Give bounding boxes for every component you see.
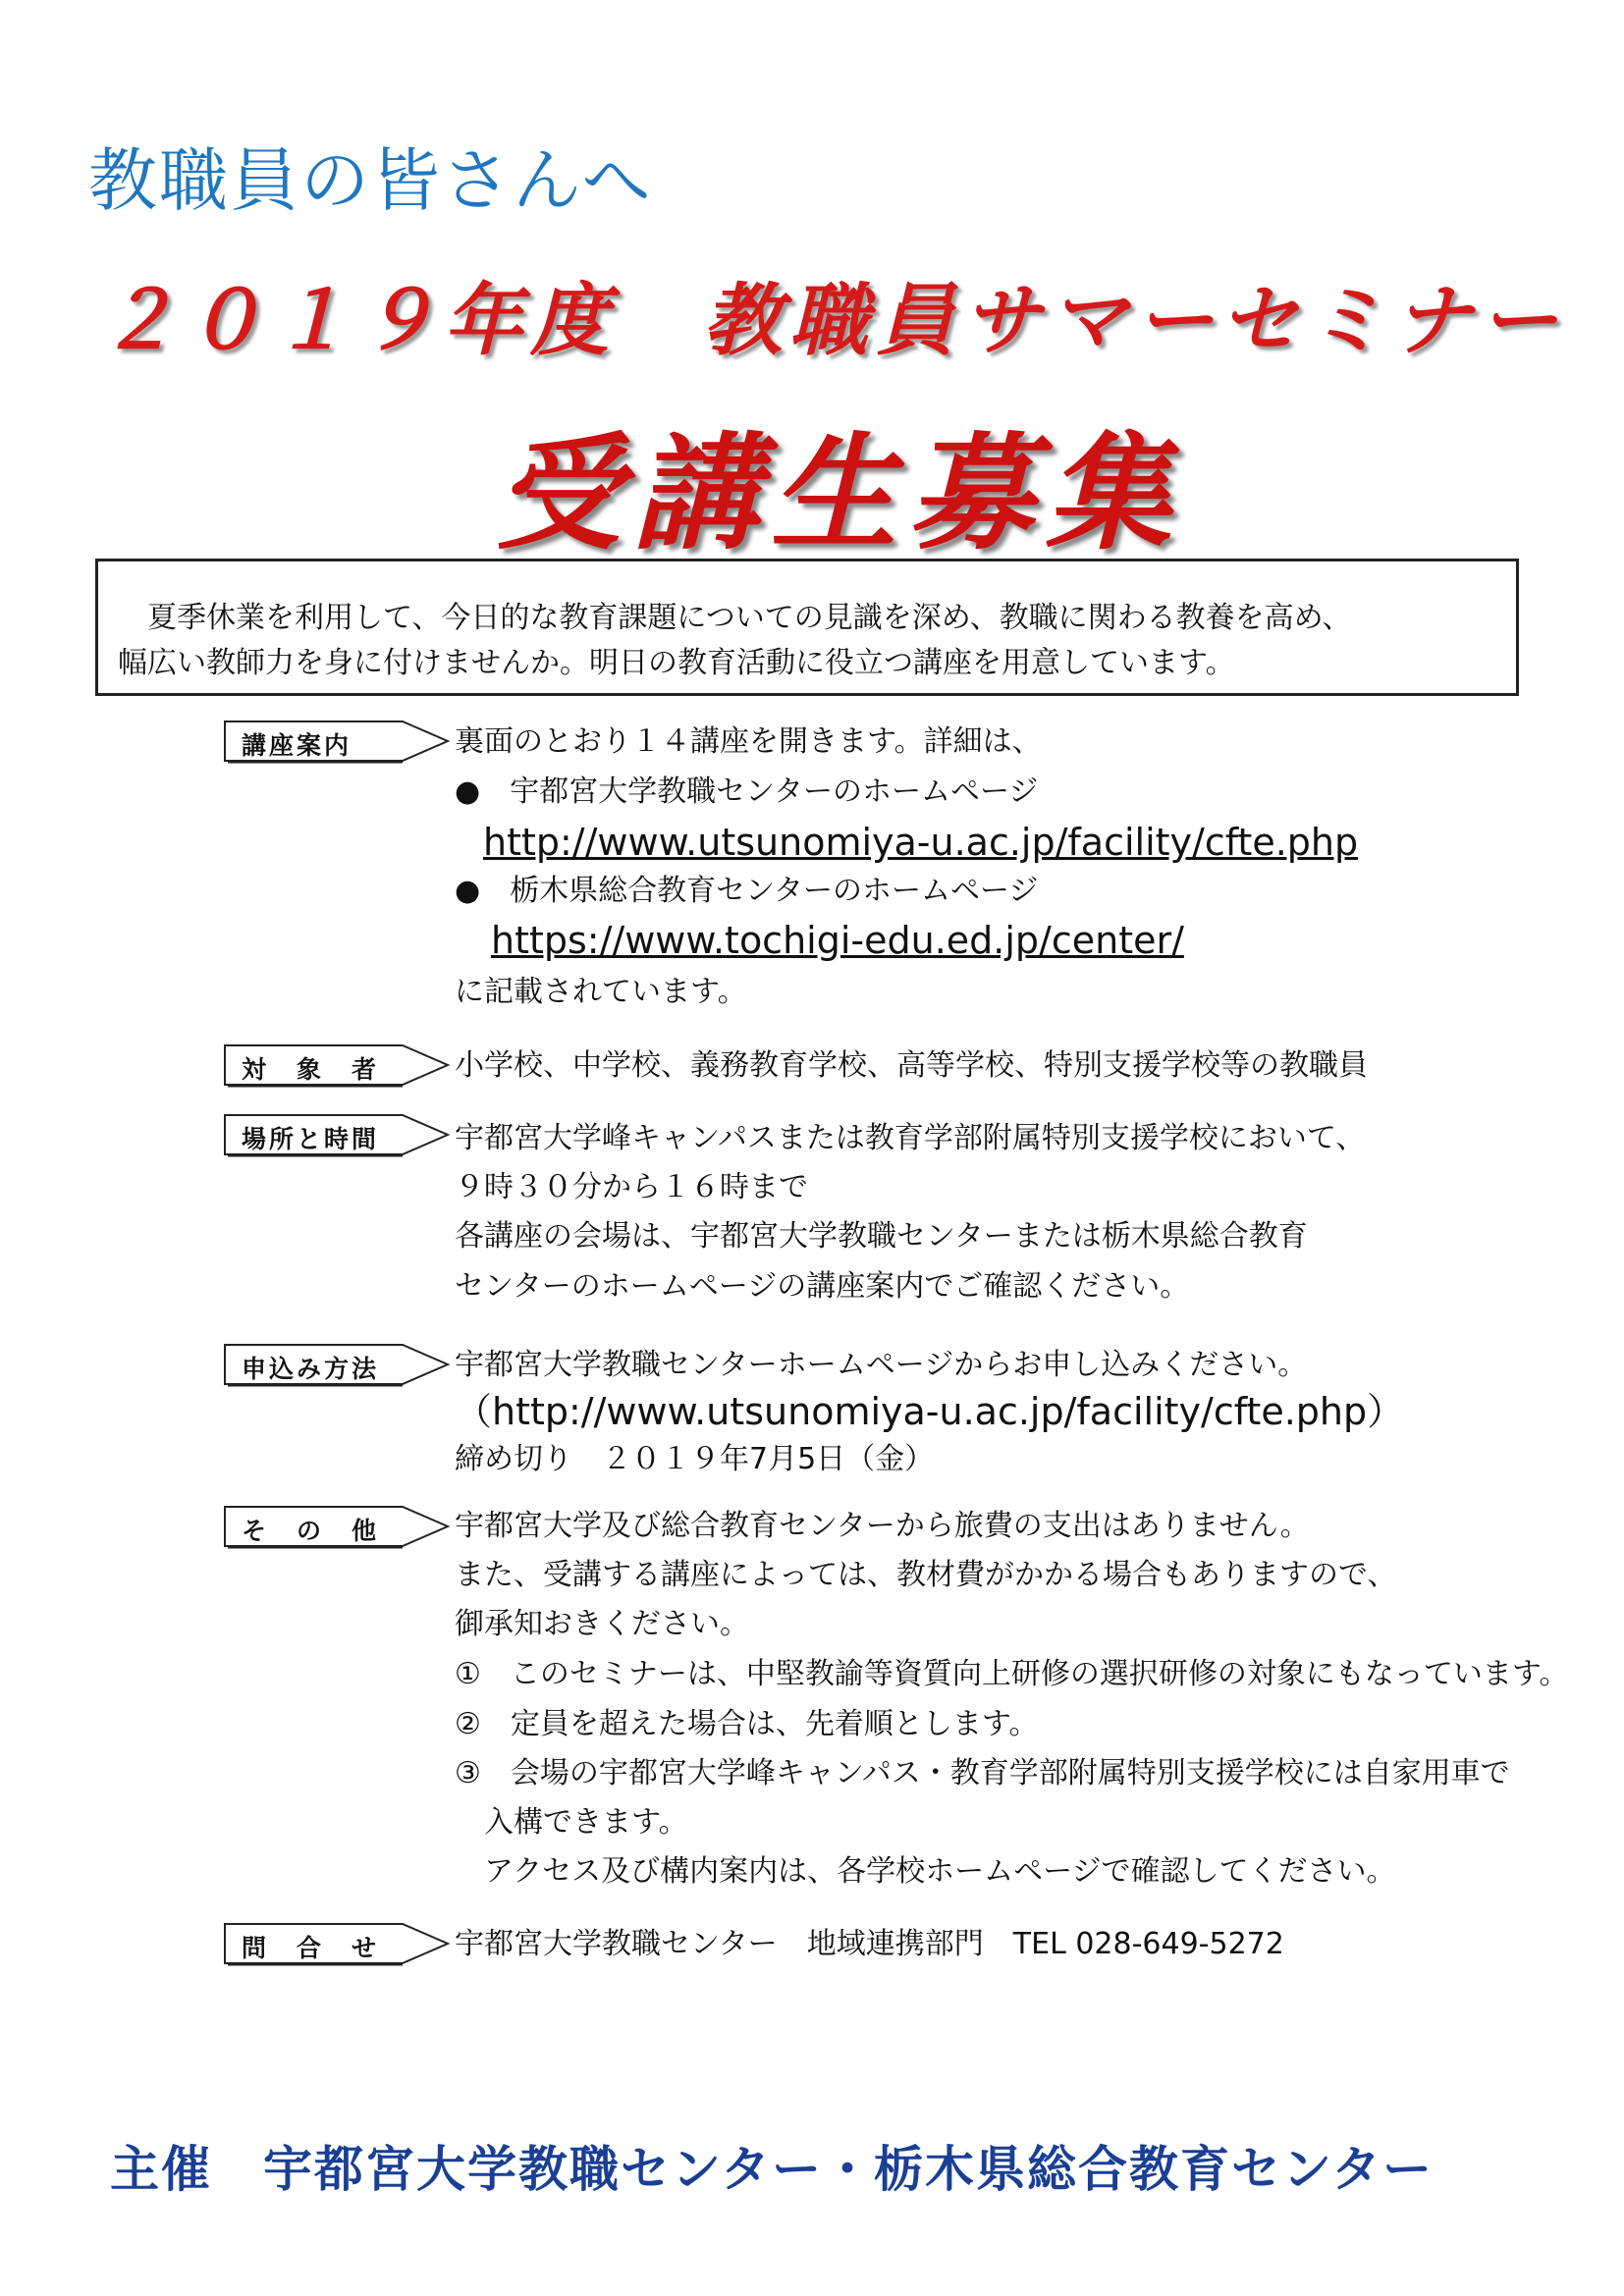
label-place	[224, 1114, 446, 1155]
label-apply-text: 申込み方法	[242, 1355, 380, 1383]
courses-line-end: に記載されています。	[455, 975, 747, 1009]
label-apply	[224, 1344, 446, 1385]
place-line-2: ９時３０分から１６時まで	[455, 1170, 808, 1204]
label-target	[224, 1044, 446, 1086]
courses-bullet-2: ● 栃木県総合教育センターのホームページ	[455, 874, 1039, 908]
other-line-1: 宇都宮大学及び総合教育センターから旅費の支出はありません。	[455, 1509, 1310, 1543]
recruitment-heading: 受講生募集	[496, 421, 1184, 567]
place-line-1: 宇都宮大学峰キャンパスまたは教育学部附属特別支援学校において、	[455, 1121, 1366, 1155]
other-item-3b: 入構できます。	[484, 1805, 688, 1840]
intro-text	[118, 596, 1502, 686]
label-contact-text: 問 合 せ	[242, 1934, 380, 1962]
target-line-1: 小学校、中学校、義務教育学校、高等学校、特別支援学校等の教職員	[455, 1048, 1368, 1083]
label-contact	[224, 1923, 446, 1964]
place-line-3: 各講座の会場は、宇都宮大学教職センターまたは栃木県総合教育	[455, 1219, 1308, 1254]
other-item-3c: アクセス及び構内案内は、各学校ホームページで確認してください。	[484, 1854, 1396, 1889]
intro-line-1: 夏季休業を利用して、今日的な教育課題についての見識を深め、教職に関わる教養を高め、	[147, 601, 1352, 635]
courses-url-2[interactable]	[491, 921, 1184, 964]
other-line-2: また、受講する講座によっては、教材費がかかる場合もありますので、	[455, 1558, 1397, 1592]
apply-url-link[interactable]: （http://www.utsunomiya-u.ac.jp/facility/cfte.php）	[455, 1390, 1405, 1433]
other-item-2: ② 定員を超えた場合は、先着順とします。	[455, 1707, 1039, 1741]
courses-bullet-1: ● 宇都宮大学教職センターのホームページ	[455, 774, 1039, 809]
courses-url-1[interactable]	[483, 823, 1358, 866]
label-courses	[224, 721, 446, 762]
apply-url[interactable]	[455, 1392, 1404, 1435]
label-other	[224, 1506, 446, 1547]
other-line-3: 御承知おきください。	[455, 1607, 749, 1641]
label-target-text: 対 象 者	[242, 1055, 380, 1084]
greeting-heading: 教職員の皆さんへ	[88, 140, 653, 221]
other-item-3a: ③ 会場の宇都宮大学峰キャンパス・教育学部附属特別支援学校には自家用車で	[455, 1756, 1510, 1790]
place-line-4: センターのホームページの講座案内でご確認ください。	[455, 1269, 1190, 1304]
courses-url-2-link[interactable]: https://www.tochigi-edu.ed.jp/center/	[491, 919, 1184, 962]
seminar-title: ２０１９年度 教職員サマーセミナー	[98, 275, 1566, 366]
other-item-1: ① このセミナーは、中堅教諭等資質向上研修の選択研修の対象にもなっています。	[455, 1657, 1569, 1691]
apply-line-1: 宇都宮大学教職センターホームページからお申し込みください。	[455, 1348, 1308, 1382]
courses-line-1: 裏面のとおり１４講座を開きます。詳細は、	[455, 724, 1042, 759]
apply-deadline: 締め切り ２０１９年7月5日（金）	[455, 1442, 935, 1476]
label-courses-text: 講座案内	[242, 731, 352, 760]
intro-line-2: 幅広い教師力を身に付けませんか。明日の教育活動に役立つ講座を用意しています。	[118, 646, 1235, 680]
label-other-text: そ の 他	[242, 1517, 380, 1545]
label-place-text: 場所と時間	[242, 1125, 380, 1153]
organizer-footer: 主催 宇都宮大学教職センター・栃木県総合教育センター	[110, 2141, 1434, 2198]
courses-url-1-link[interactable]: http://www.utsunomiya-u.ac.jp/facility/cfte.php	[483, 821, 1359, 864]
contact-line-1: 宇都宮大学教職センター 地域連携部門 TEL 028-649-5272	[455, 1927, 1284, 1961]
intro-box	[95, 559, 1519, 696]
